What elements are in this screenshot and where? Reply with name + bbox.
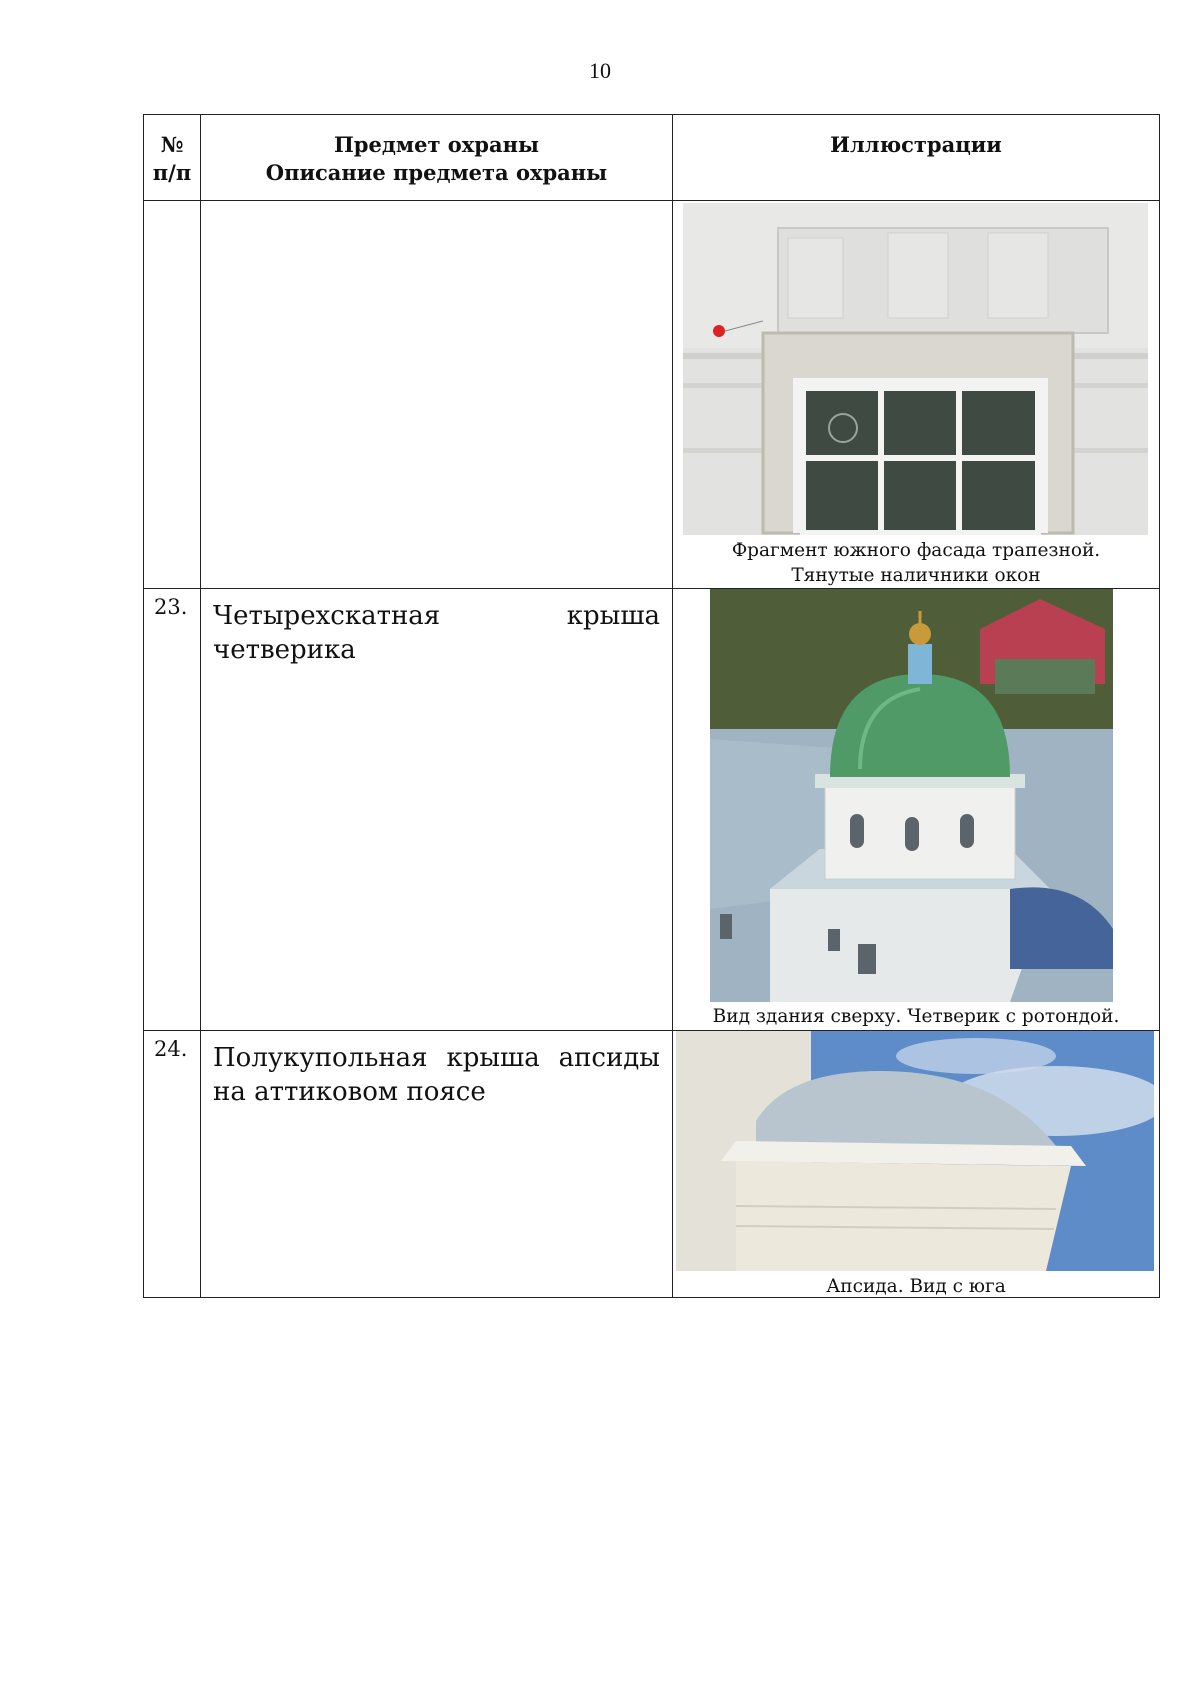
photo-caption: Апсида. Вид с юга	[826, 1276, 1006, 1297]
protection-table	[143, 114, 1160, 1298]
photo-caption-line1: Фрагмент южного фасада трапезной.	[731, 540, 1101, 561]
header-number-line1: №	[160, 132, 184, 157]
table-row	[144, 201, 1160, 589]
table-header-row	[144, 115, 1160, 201]
photo-caption-line2: Тянутые наличники окон	[791, 565, 1041, 586]
header-subject-line1: Предмет охраны	[333, 132, 540, 157]
row-illustration	[673, 589, 1160, 1031]
row-number: 24.	[144, 1031, 201, 1298]
row-number	[144, 201, 201, 589]
row-number: 23.	[144, 589, 201, 1031]
row-illustration	[673, 1031, 1160, 1298]
header-illustrations-label: Иллюстрации	[830, 132, 1002, 157]
row-description	[201, 201, 673, 589]
church-dome-aerial-photo	[710, 589, 1113, 1002]
header-illustrations	[673, 115, 1160, 201]
header-number-line2: п/п	[152, 160, 192, 185]
photo-caption: Вид здания сверху. Четверик с ротондой.	[712, 1006, 1120, 1027]
row-illustration	[673, 201, 1160, 589]
table-row	[144, 1031, 1160, 1298]
apse-photo	[676, 1031, 1154, 1271]
facade-window-photo	[683, 203, 1148, 535]
table-row	[144, 589, 1160, 1031]
page-number: 10	[589, 58, 611, 83]
header-subject	[201, 115, 673, 201]
header-number	[144, 115, 201, 201]
header-subject-line2: Описание предмета охраны	[265, 160, 608, 185]
photo-caption	[673, 538, 1159, 588]
row-description: Полукупольная крыша апсиды на аттиковом поясе	[201, 1031, 673, 1298]
row-description: Четырехскатная крыша четверика	[201, 589, 673, 1031]
